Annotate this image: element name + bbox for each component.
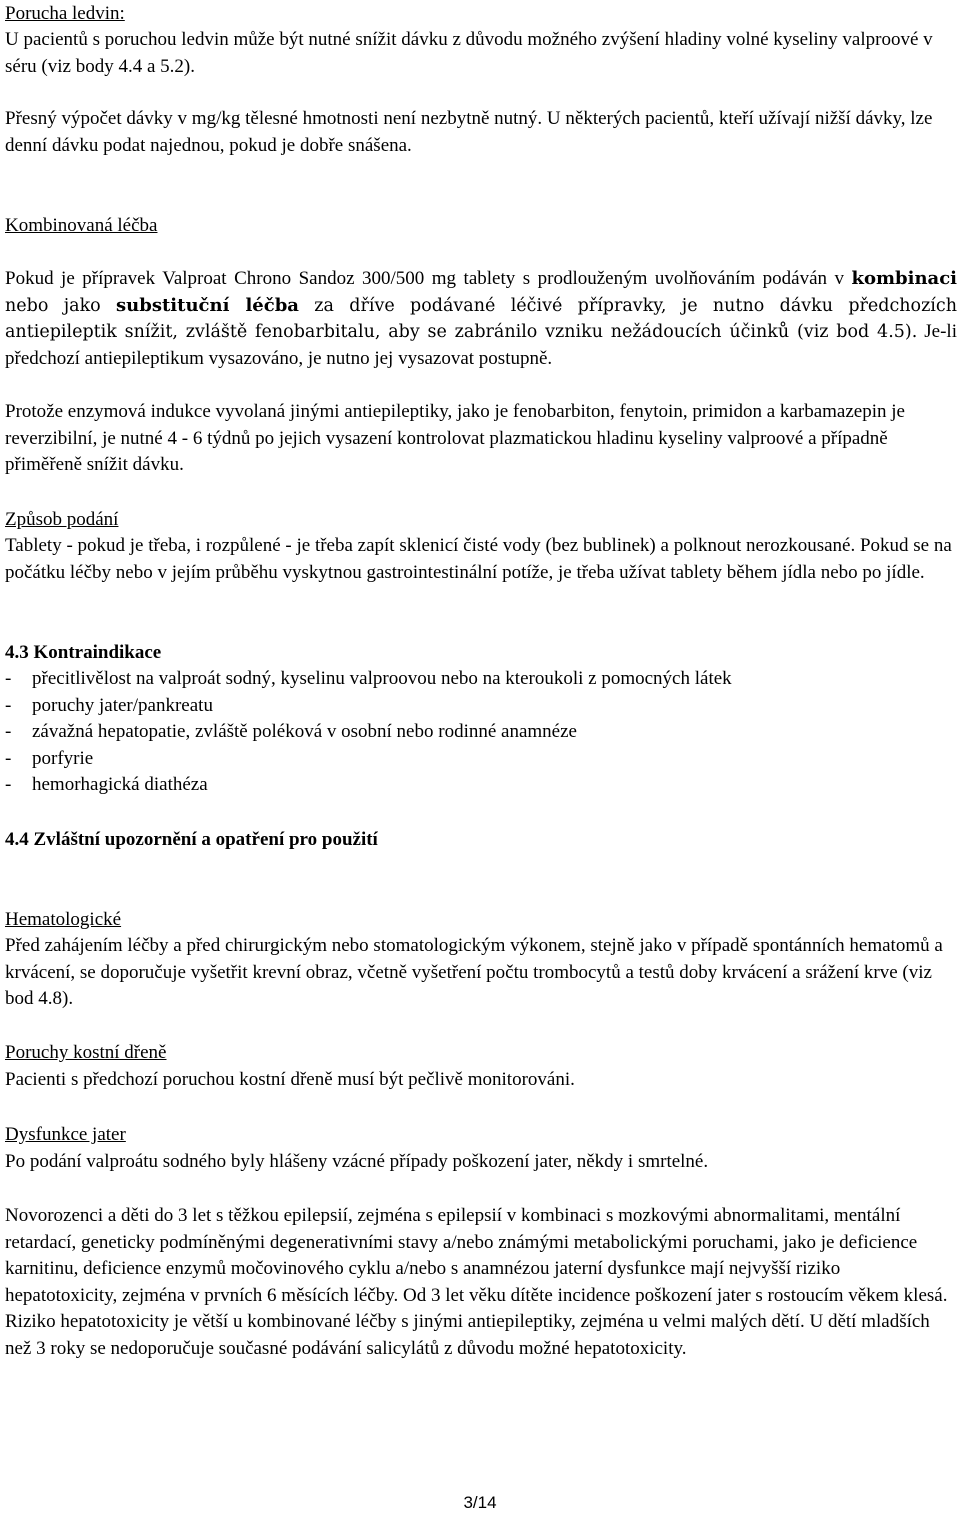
dash-bullet: - <box>5 747 12 769</box>
hema-text: Před zahájením léčby a před chirurgickým nebo stomatologickým výkonem, stejně jako v případě spontánních hematomů a krvácení, se doporučuje vyšetřit krevní obraz, včetně vyšetření počtu trombocytů a testů doby krvácení a srážení krve (viz bod 4.8). <box>5 935 943 1009</box>
list-item: - přecitlivělost na valproát sodný, kyselinu valproovou nebo na kteroukoli z pomocných látek <box>5 666 955 693</box>
combo-p1-substitucni: substituční léčba <box>116 294 299 316</box>
list-item: - hemorhagická diathéza <box>5 772 955 799</box>
contra-list <box>5 666 955 799</box>
warnings-heading: 4.4 Zvláštní upozornění a opatření pro použití <box>5 829 378 850</box>
dose-note: Přesný výpočet dávky v mg/kg tělesné hmotnosti není nezbytně nutný. U některých pacientů, kteří užívají nižší dávky, lze denní dávku podat najednou, pokud je dobře snášena. <box>5 108 933 156</box>
dash-bullet: - <box>5 774 12 795</box>
dash-bullet: - <box>5 694 12 716</box>
hema-heading: Hematologické <box>5 909 122 930</box>
liver-text: Po podání valproátu sodného byly hlášeny vzácné případy poškození jater, někdy i smrtelné. <box>5 1151 709 1172</box>
combo-p1-kombinaci: kombinaci <box>851 268 957 289</box>
dash-bullet: - <box>5 721 12 742</box>
combo-heading: Kombinovaná léčba <box>5 215 158 236</box>
renal-text: U pacientů s poruchou ledvin může být nutné snížit dávku z důvodu možného zvýšení hladiny volné kyseliny valproové v séru (viz body 4.4 a 5.2). <box>5 29 933 77</box>
list-item: - poruchy jater/pankreatu <box>5 693 955 720</box>
marrow-heading: Poruchy kostní dřeně <box>5 1042 167 1063</box>
combo-p1-a: Pokud je přípravek Valproat Chrono Sandoz 300/500 mg tablety s prodlouženým uvolňováním podáván v <box>5 268 852 289</box>
children-text: Novorozenci a děti do 3 let s těžkou epilepsií, zejména s epilepsií v kombinaci s mozkovými abnormalitami, mentální retardací, geneticky podmíněnými degenerativními stavy a/nebo známými metabolickými poruchami, jako je deficience karnitinu, deficience enzymů močovinového cyklu a/nebo s anamnézou jaterní dysfunkce mají nejvyšší riziko hepatotoxicity, zejména v prvních 6 měsících léčby. Od 3 let věku dítěte incidence poškození jater s rostoucím věkem klesá. Riziko hepatotoxicity je větší u kombinované léčby s jinými antiepileptiky, zejména u velmi malých dětí. U dětí mladších než 3 roky se nedoporučuje současné podávání salicylátů z důvodu možné hepatotoxicity. <box>5 1205 948 1359</box>
page-number: 3/14 <box>463 1493 497 1512</box>
admin-heading: Způsob podání <box>5 509 119 530</box>
liver-heading: Dysfunkce jater <box>5 1124 126 1145</box>
combo-paragraph-1 <box>5 266 957 372</box>
combo-paragraph-2: Protože enzymová indukce vyvolaná jinými antiepileptiky, jako je fenobarbiton, fenytoin, primidon a karbamazepin je reverzibilní, je nutné 4 - 6 týdnů po jejich vysazení kontrolovat plazmatickou hladinu kyseliny valproové a případně přiměřeně snížit dávku. <box>5 401 905 475</box>
dash-bullet: - <box>5 668 12 689</box>
renal-heading: Porucha ledvin: <box>5 3 125 24</box>
contra-heading: 4.3 Kontraindikace <box>5 642 162 663</box>
list-item: - závažná hepatopatie, zvláště poléková v osobní nebo rodinné anamnéze <box>5 719 955 746</box>
list-item: - porfyrie <box>5 746 955 773</box>
admin-text: Tablety - pokud je třeba, i rozpůlené - je třeba zapít sklenicí čisté vody (bez bublinek) a polknout nerozkousané. Pokud se na počátku léčby nebo v jejím průběhu vyskytnou gastrointestinální potíže, je třeba užívat tablety během jídla nebo po jídle. <box>5 535 952 583</box>
combo-p1-c: nebo jako <box>5 295 117 316</box>
combo-p1-d: za dříve podávané léčivé přípravky, je nutno dávku předchozích antiepileptik snížit, zvláště fenobarbitalu, aby se zabránilo vzniku nežádoucích účinků (viz bod 4.5). <box>5 295 957 342</box>
combo-p1-e: Je-li předchozí antiepileptikum vysazováno, je nutno jej vysazovat postupně. <box>5 321 957 369</box>
marrow-text: Pacienti s předchozí poruchou kostní dřeně musí být pečlivě monitorováni. <box>5 1069 575 1090</box>
